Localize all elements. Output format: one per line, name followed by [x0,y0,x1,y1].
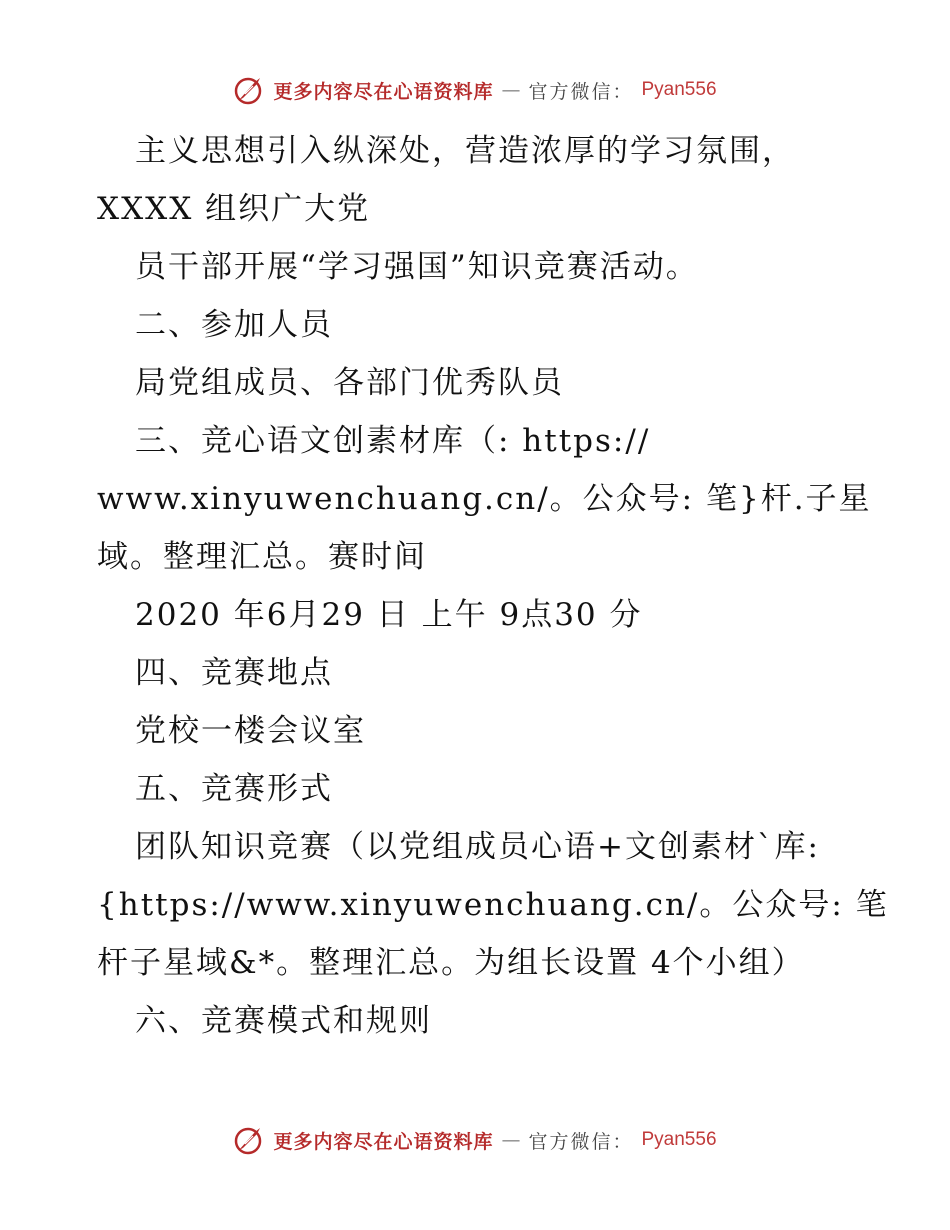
body-line: {https://www.xinyuwenchuang.cn/。公众号: 笔 [97,887,889,923]
body-line: 员干部开展“学习强国”知识竞赛活动。 [135,249,699,285]
body-line: 域。整理汇总。赛时间 [97,539,427,575]
quill-logo-icon [233,74,265,106]
banner-wechat-label: 官方微信： [528,80,634,103]
banner-wechat-id: Pyan556 [641,1129,717,1150]
document-body [97,122,889,1050]
banner-separator: — [501,1129,521,1151]
banner-title: 更多内容尽在心语资料库 [273,1130,494,1153]
body-line: www.xinyuwenchuang.cn/。公众号: 笔}杆.子星 [97,481,872,517]
section-heading-format: 五、竞赛形式 [135,771,333,807]
banner-wechat-label: 官方微信： [528,1130,634,1153]
footer-banner [0,1120,950,1160]
body-line: XXXX 组织广大党 [97,191,371,227]
body-line: 主义思想引入纵深处，营造浓厚的学习氛围， [135,133,795,169]
body-line: 团队知识竞赛（以党组成员心语+文创素材`库: [135,829,820,865]
section-heading-location: 四、竞赛地点 [135,655,333,691]
quill-logo-icon [233,1124,265,1156]
header-banner [0,70,950,110]
section-heading-time: 三、竞心语文创素材库（: https:// [135,423,651,459]
banner-wechat-id: Pyan556 [641,79,717,100]
banner-separator: — [501,79,521,101]
body-line: 局党组成员、各部门优秀队员 [135,365,564,401]
section-heading-rules: 六、竞赛模式和规则 [135,1003,432,1039]
body-line: 党校一楼会议室 [135,713,366,749]
section-heading-participants: 二、参加人员 [135,307,333,343]
body-line-datetime: 2020 年6月29 日 上午 9点30 分 [135,597,643,633]
body-line: 杆子星域&*。整理汇总。为组长设置 4个小组） [97,945,805,981]
banner-title: 更多内容尽在心语资料库 [273,80,494,103]
